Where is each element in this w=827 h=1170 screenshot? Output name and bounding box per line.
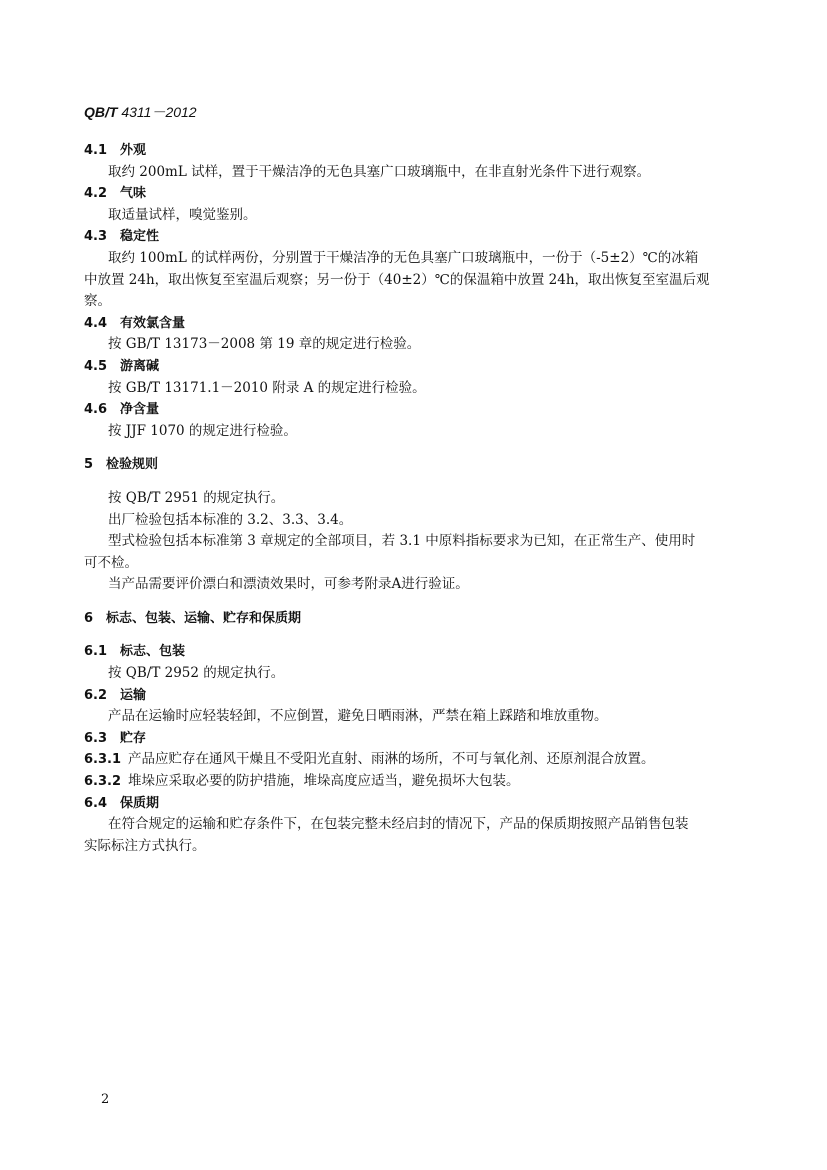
section-heading-4-5: 4.5 游离碱 bbox=[84, 358, 160, 374]
paragraph-line: 察。 bbox=[84, 293, 111, 310]
paragraph: 当产品需要评价漂白和漂渍效果时，可参考附录A进行验证。 bbox=[108, 576, 469, 593]
paragraph: 按 GB/T 13171.1－2010 附录 A 的规定进行检验。 bbox=[108, 379, 426, 396]
paragraph-line: 在符合规定的运输和贮存条件下，在包装完整未经启封的情况下，产品的保质期按照产品销售包装 bbox=[108, 816, 689, 833]
section-heading-6-3: 6.3 贮存 bbox=[84, 730, 147, 746]
paragraph-line: 可不检。 bbox=[84, 554, 138, 571]
paragraph: 按 QB/T 2952 的规定执行。 bbox=[108, 665, 285, 682]
section-heading-6: 6 标志、包装、运输、贮存和保质期 bbox=[84, 610, 302, 626]
clause-6-3-1: 6.3.1 产品应贮存在通风干燥且不受阳光直射、雨淋的场所，不可与氧化剂、还原剂混合放置。 bbox=[84, 751, 655, 768]
section-heading-4-6: 4.6 净含量 bbox=[84, 402, 160, 418]
page-number: 2 bbox=[101, 1092, 110, 1107]
paragraph-line: 实际标注方式执行。 bbox=[84, 837, 206, 854]
section-heading-6-2: 6.2 运输 bbox=[84, 687, 147, 703]
section-heading-6-4: 6.4 保质期 bbox=[84, 795, 160, 811]
paragraph: 取约 200mL 试样，置于干燥洁净的无色具塞广口玻璃瓶中，在非直射光条件下进行观察。 bbox=[108, 163, 651, 180]
paragraph-line: 中放置 24h，取出恢复至室温后观察；另一份于（40±2）℃的保温箱中放置 24h，取出恢复至室温后观 bbox=[84, 271, 710, 288]
section-heading-4-3: 4.3 稳定性 bbox=[84, 229, 160, 245]
paragraph: 按 QB/T 2951 的规定执行。 bbox=[108, 489, 285, 506]
standard-header bbox=[84, 102, 197, 122]
standard-code: QB/T bbox=[84, 104, 118, 120]
paragraph-line: 取约 100mL 的试样两份，分别置于干燥洁净的无色具塞广口玻璃瓶中，一份于（-5±2）℃的冰箱 bbox=[108, 249, 699, 266]
section-heading-4-1: 4.1 外观 bbox=[84, 143, 147, 158]
section-heading-5: 5 检验规则 bbox=[84, 457, 159, 473]
paragraph: 产品在运输时应轻装轻卸，不应倒置，避免日晒雨淋，严禁在箱上踩踏和堆放重物。 bbox=[108, 708, 608, 725]
paragraph: 按 GB/T 13173－2008 第 19 章的规定进行检验。 bbox=[108, 336, 421, 353]
standard-number: 4311－2012 bbox=[121, 104, 197, 120]
clause-6-3-2: 6.3.2 堆垛应采取必要的防护措施，堆垛高度应适当，避免损坏大包装。 bbox=[84, 773, 520, 790]
section-heading-4-4: 4.4 有效氯含量 bbox=[84, 315, 186, 331]
paragraph: 出厂检验包括本标准的 3.2、3.3、3.4。 bbox=[108, 511, 353, 528]
paragraph-line: 型式检验包括本标准第 3 章规定的全部项目，若 3.1 中原料指标要求为已知，在正常生产、使用时 bbox=[108, 533, 696, 550]
document-body bbox=[84, 140, 744, 857]
section-heading-6-1: 6.1 标志、包装 bbox=[84, 644, 186, 660]
paragraph: 按 JJF 1070 的规定进行检验。 bbox=[108, 422, 297, 439]
section-heading-4-2: 4.2 气味 bbox=[84, 186, 147, 202]
paragraph: 取适量试样，嗅觉鉴别。 bbox=[108, 206, 257, 223]
